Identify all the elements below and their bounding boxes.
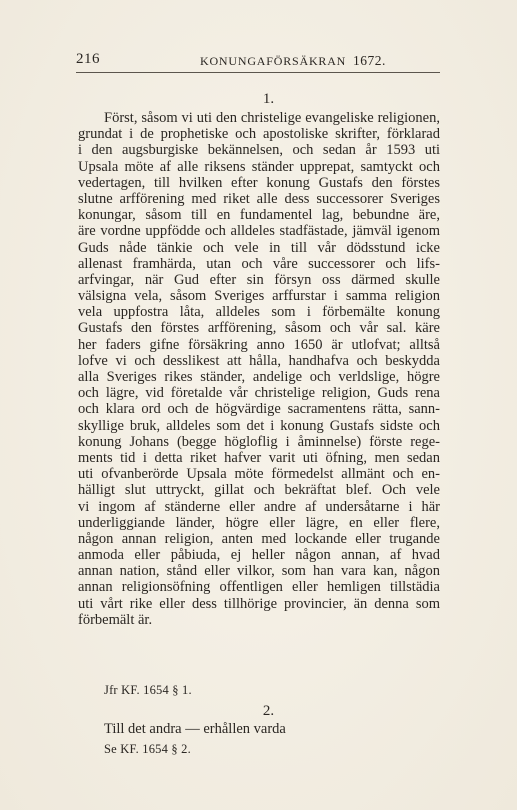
- paragraph-line: Gustafs den förstes arfförening, såsom och vår sal. käre: [78, 320, 440, 337]
- paragraph-line: slutne arfförening med riket alle dess successorer Sveriges: [78, 190, 440, 207]
- page-header: [76, 51, 440, 71]
- section-number-1: 1.: [262, 91, 275, 107]
- paragraph-line: vi ingom af ständerne eller andre af undersåtarne i här: [78, 498, 440, 515]
- paragraph-line: Guds nåde tänkie och vele in till vår dödsstund icke: [78, 239, 440, 256]
- section-2-citation: Se KF. 1654 § 2.: [104, 742, 191, 756]
- section-2-text: Till det andra — erhållen varda: [104, 721, 286, 737]
- paragraph-line: underliggiande länder, högre eller lägre, en eller flere,: [78, 514, 440, 531]
- paragraph-line: annan nation, stånd eller vilkor, som han vara kan, någon: [78, 563, 440, 580]
- paragraph-line: uti vårt rike eller dess tillhörige provincier, än denna som: [78, 595, 440, 612]
- paragraph-line: anmoda eller påbiuda, ej heller någon annan, af hvad: [78, 547, 440, 564]
- paragraph-line: välsigna vela, såsom Sveriges arffurstar i samma religion: [78, 288, 440, 305]
- paragraph-line: och lägre, vid företalde vår christelige religion, Guds rena: [78, 385, 440, 402]
- paragraph-line: uti ofvanberörde Upsala möte förmedelst allmänt och en-: [78, 466, 440, 483]
- paragraph-line: grundat i de prophetiske och apostoliske skrifter, förklarad: [78, 126, 440, 143]
- page-number: 216: [76, 51, 100, 67]
- paragraph-line: någon annan religion, anten med lockande eller trugande: [78, 530, 440, 547]
- section-1-paragraph: [78, 110, 440, 628]
- paragraph-line: i den augsburgiske bekännelsen, och sedan år 1593 uti: [78, 142, 440, 159]
- section-1-citation: Jfr KF. 1654 § 1.: [104, 683, 192, 697]
- paragraph-line: konung Johans (begge högloflig i åminnelse) förste rege-: [78, 433, 440, 450]
- paragraph-line: Först, såsom vi uti den christelige evangeliske religionen,: [104, 110, 440, 126]
- paragraph-line: konungar, såsom till en fundamentel lag, bebundne äre,: [78, 207, 440, 224]
- paragraph-line: allenast framhärda, utan och våre successorer och lifs-: [78, 255, 440, 272]
- paragraph-line: hälligt slut uttryckt, gillat och bekräftat blef. Och vele: [78, 482, 440, 499]
- running-title: [200, 53, 386, 69]
- running-title-text: KONUNGAFÖRSÄKRAN: [200, 54, 347, 68]
- paragraph-line: ments tid i detta riket hafver varit uti öfning, men sedan: [78, 449, 440, 466]
- header-rule: [76, 72, 440, 73]
- section-number-2: 2.: [262, 703, 275, 719]
- paragraph-line: äre vordne uppfödde och alldeles stadfästade, jämväl igenom: [78, 223, 440, 240]
- paragraph-line: alla Sveriges rikes ständer, andelige och verldslige, högre: [78, 369, 440, 385]
- paragraph-line: och klara ord och de högvärdige sacramentens rätta, sann-: [78, 401, 440, 418]
- paragraph-line: lofve vi och desslikest att hålla, handhafva och beskydda: [78, 352, 440, 369]
- paragraph-line: annan religionsöfning offentligen eller hemligen tillstädia: [78, 579, 440, 596]
- paragraph-line: Upsala möte af alle riksens ständer upprepat, samtyckt och: [78, 158, 440, 175]
- paragraph-line: arfvingar, när Gud efter sin försyn oss därmed skulle: [78, 271, 440, 288]
- paragraph-line: förbemält är.: [78, 611, 153, 628]
- paragraph-line: vedertagen, till hvilken efter konung Gustafs den förstes: [78, 174, 440, 191]
- paragraph-line: skyllige bruk, alldeles som det i konung Gustafs sidste och: [78, 417, 440, 434]
- paragraph-line: her faders gifne försäkring anno 1650 är utlofvat; alltså: [78, 336, 440, 353]
- paragraph-line: vela uppfostra låta, alldeles som i förbemälte konung: [78, 304, 440, 321]
- running-title-year: 1672.: [352, 53, 386, 68]
